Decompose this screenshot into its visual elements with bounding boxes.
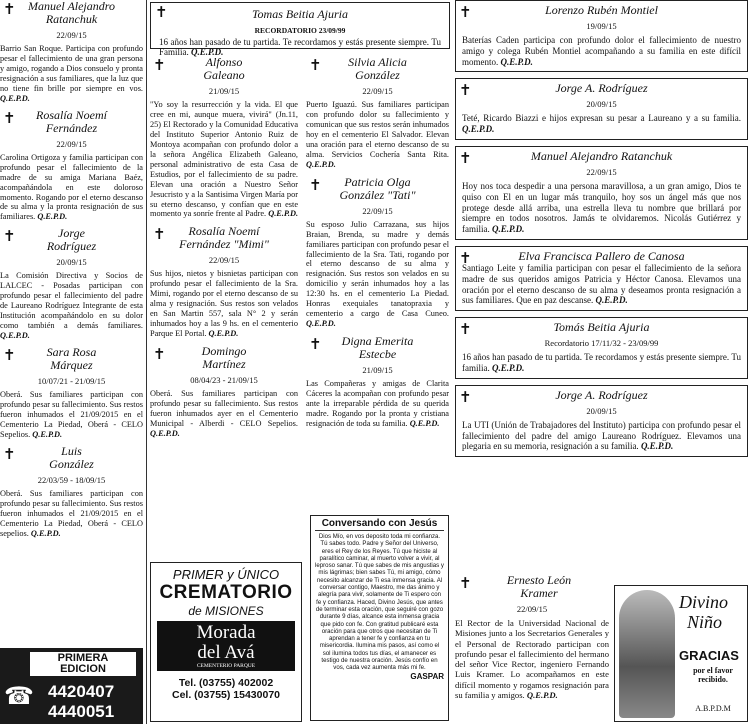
phone-icon: ☎ xyxy=(4,682,34,710)
notice-text: Baterías Caden participa con profundo dolor el fallecimiento de nuestro amigo y colega Rubén Montiel acompañando a su familia en este difícil momento. Q.E.P.D. xyxy=(462,35,741,67)
notice xyxy=(0,227,143,341)
cross-icon: ✝ xyxy=(3,227,16,246)
notice-text: Oberá. Sus familiares participan con profundo pesar su fallecimiento. Sus restos fueron inhumados el 21/09/2015 en el Cementerio La Piedad, Oberá - CELO sepelios. Q.E.P.D. xyxy=(0,488,143,538)
nino-gracias: GRACIAS xyxy=(679,648,739,663)
cross-icon: ✝ xyxy=(3,444,16,463)
cross-icon: ✝ xyxy=(309,175,322,194)
notice-date: 22/09/15 xyxy=(586,166,617,177)
notice-date: 22/09/15 xyxy=(362,205,393,216)
cross-icon: ✝ xyxy=(459,387,472,406)
cross-icon: ✝ xyxy=(3,346,16,365)
recordatorio-subtitle: RECORDATORIO 23/09/99 xyxy=(254,26,346,35)
notice xyxy=(0,109,143,223)
crematorio-ad xyxy=(150,562,302,722)
primera-edicion-ad xyxy=(0,648,143,724)
notice-name: Digna Emerita Estecbe xyxy=(341,334,414,362)
nino-initials: A.B.P.D.M xyxy=(695,704,731,713)
notice-text: Sus hijos, nietos y bisnietas participan con profundo pesar el fallecimiento de la Sra. Mimi, rogando por el eterno descanso de su alma y resignación. Sus restos son velados en San Martin 557, sala N° 2 y serán inhumados hoy a las 9 hs. en el cementerio Parque El Portal. Q.E.P.D. xyxy=(150,269,298,339)
notice-text: Oberá. Sus familiares participan con profundo pesar su fallecimiento. Sus restos fueron inhumados el 21/09/2015 en el Cementerio La Piedad, Oberá - CELO Sepelios. Q.E.P.D. xyxy=(0,390,143,439)
notice-text: Puerto Iguazú. Sus familiares participan con profundo dolor su fallecimiento y comunican que sus restos serán inhumados hoy en el cementerio El Salvador. Elevan una oración para el eterno descanso de su alma. Servicios Cochería Santa Rita. Q.E.P.D. xyxy=(306,100,449,169)
recordatorio-text: 16 años han pasado de tu partida. Te recordamos y estás presente siempre. Tu Familia. Q.E.P.D. xyxy=(159,37,441,58)
prayer-box xyxy=(310,515,449,721)
notice-date: Recordatorio 17/11/32 - 23/09/99 xyxy=(544,338,659,349)
primera-logo xyxy=(30,652,136,676)
notice-text: Oberá. Sus familiares participan con profundo pesar su fallecimiento. Sus restos fueron inhumados ayer en el Cementerio Municipal - Alberdi - CELO Sepelios. Q.E.P.D. xyxy=(150,389,298,438)
notice-text: "Yo soy la resurrección y la vida. El que cree en mi, aunque muera, vivirá" (Jn.11, 25) El Rectorado y la Comunidad Educativa del Instituto Superior Antonio Ruiz de Montoya acompañan con profundo dolor a la señora Angélica Elizabeth Galeano, personal administrativo de esta Casa de Estudios, por el fallecimiento de su padre. Elevan una oración a Nuestro Señor Jesucristo y a la Santisima Virgen María por su eterno descanso, y confían que en este momento ya sonríe frente al Padre. Q.E.P.D. xyxy=(150,100,299,219)
cross-icon: ✝ xyxy=(459,81,472,100)
column-4 xyxy=(455,0,748,463)
nino-sub: por el favor recibido. xyxy=(693,666,733,684)
notice-text: Hoy nos toca despedir a una persona maravillosa, a un gran amigo, Dios te quiso con El en un lugar más tranquilo, hoy sos un ángel más que nos protege desde allá arriba, una estrella lleva tu nombre que brillará por siempre en todos nosotros. Jamás te olvidaremos. Nicolás Gutiérrez y familia. Q.E.P.D. xyxy=(462,180,741,235)
primera-tel-2: 4440051 xyxy=(48,702,115,721)
notice-date: 19/09/15 xyxy=(586,21,617,31)
prayer-signature: GASPAR xyxy=(410,671,444,681)
prayer-text: Dios Mío, en vos deposito toda mi confianza. Tú sabes todo. Padre y Señor del Universo, eres el Rey de los Reyes. Tú que hiciste al paralítico caminar, al muerto volver a vivir, al leproso sanar. Tú que sabes de mis angustias y mis lágrimas; bien sabes Tú, mi amigo, cómo necesito alcanzar de Ti esa inmensa gracia. Al conversar contigo, Maestro, me das ánimo y alegría para vivir, solamente de Ti espero con fe y confianza. Haced, Divino Jesús, que antes de terminar esta oración, que seguiré con gozo durante 9 días, alcance esta inmensa gracia que pido con fe. Con gratitud publicaré esta oración para que otros que necesitan de Ti aprendan a tener fe y confianza en tu misericordia. Ilumina mis pasos, así como el sol ilumina todos tus días, el amanecer es testigo de nuestra oración. Jesús confío en vos, cada vez aumenta más mi fe. xyxy=(315,533,444,672)
notice-date: 22/03/59 - 18/09/15 xyxy=(37,474,106,485)
morada-brand-1: Morada xyxy=(196,622,256,643)
notice-name: Sara Rosa Márquez xyxy=(46,345,97,373)
notice-name: Alfonso Galeano xyxy=(203,55,245,82)
cross-icon: ✝ xyxy=(309,56,322,74)
notice xyxy=(455,317,748,379)
notice-name: Jorge A. Rodríguez xyxy=(555,81,648,96)
notice xyxy=(0,346,143,440)
recordatorio-name: Tomas Beitia Ajuria xyxy=(251,7,349,21)
notice-text: Su esposo Julio Carrazana, sus hijos Braian, Brenda, su madre y demás familiares participan con profundo pesar el fallecimiento de la Sra. Tati, rogando por el eterno descanso de su alma y resignación. Sus restos son velados en su domicilio y serán inhumados hoy a las 12:30 hs. en el cementerio La Piedad. Honras exequiales tanatopraxia y cementerio a cargo de Casa Cuneo. Q.E.P.D. xyxy=(306,219,449,329)
cross-icon: ✝ xyxy=(3,0,16,18)
morada-brand-2: del Avá xyxy=(197,642,255,663)
prayer-title: Conversando con Jesús xyxy=(315,518,444,531)
notice-text: Carolina Ortigoza y familia participan con profundo pesar el fallecimiento de la madre de su amiga Mariana Baéz, acompañándola en este doloroso momento. Rogando por el eterno descanso de su alma y la pronta resignación de sus familiares. Q.E.P.D. xyxy=(0,152,143,222)
notice xyxy=(455,78,748,140)
divino-nino-ad xyxy=(614,585,748,722)
notice-name: Manuel Alejandro Ratanchuk xyxy=(530,148,673,163)
primera-logo-2: EDICION xyxy=(60,663,106,675)
cross-icon: ✝ xyxy=(309,335,322,354)
notice-text: Las Compañeras y amigas de Clarita Cáceres la acompañan con profundo pesar ante la irreparable pérdida de su querida madre. Rogando por la pronta y cristiana resignación de toda su familia. Q.E.P.D. xyxy=(306,379,449,428)
cross-icon: ✝ xyxy=(459,148,472,167)
cross-icon: ✝ xyxy=(459,248,472,267)
notice-date: 10/07/21 - 21/09/15 xyxy=(37,376,106,387)
notice xyxy=(150,225,298,339)
primera-logo-1: PRIMERA xyxy=(57,652,109,664)
notice-text: La Comisión Directiva y Socios de LALCEC - Posadas participan con profundo pesar el fallecimiento del padre de Laureano Rodríguez Integrante de esta Institución acompañándolo en su dolor como también a demás familiares. Q.E.P.D. xyxy=(0,271,143,341)
notice-date: 22/09/15 xyxy=(516,604,548,614)
notice-name: Jorge A. Rodríguez xyxy=(555,387,648,402)
nino-title-2: Niño xyxy=(687,612,723,632)
notice xyxy=(455,385,748,457)
notice xyxy=(306,56,449,170)
notice xyxy=(0,445,143,539)
notice xyxy=(455,246,748,311)
notice-date: 21/09/15 xyxy=(362,365,393,376)
notice-text: Teté, Ricardo Biazzi e hijos expresan su pesar a Laureano y a su familia. Q.E.P.D. xyxy=(462,113,741,135)
notice xyxy=(306,176,449,329)
recordatorio-box xyxy=(150,2,450,58)
cross-icon: ✝ xyxy=(153,345,166,364)
crematorio-tel: Tel. (03755) 402002 xyxy=(178,677,274,689)
column-3-notices xyxy=(306,56,449,429)
cross-icon: ✝ xyxy=(459,574,472,592)
notice-date: 20/09/15 xyxy=(586,99,617,110)
notice-date: 22/09/15 xyxy=(56,30,87,40)
notice-name: Rosalía Noemí Fernández xyxy=(36,107,107,135)
notice-date: 20/09/15 xyxy=(56,257,87,268)
notice-name: Elva Francisca Pallero de Canosa xyxy=(518,248,685,263)
cross-icon: ✝ xyxy=(153,225,166,244)
crematorio-line1: PRIMER y ÚNICO xyxy=(172,567,280,582)
notice xyxy=(455,146,748,240)
notice-name: Patricia Olga González "Tati" xyxy=(339,174,416,202)
notice-name: Lorenzo Rubén Montiel xyxy=(545,3,658,17)
column-4-notices xyxy=(455,0,748,457)
cross-icon: ✝ xyxy=(459,3,472,21)
cross-icon: ✝ xyxy=(3,108,16,127)
notice-name: Rosalía Noemí Fernández "Mimi" xyxy=(179,224,269,252)
notice-date: 22/09/15 xyxy=(56,138,87,149)
notice-date: 22/09/15 xyxy=(362,86,393,96)
notice-name: Jorge Rodríguez xyxy=(46,226,97,254)
cross-icon: ✝ xyxy=(459,320,472,339)
column-1 xyxy=(0,0,143,544)
notice-name: Ernesto León Kramer xyxy=(506,573,572,600)
column-2 xyxy=(150,56,298,445)
morada-logo xyxy=(157,621,295,671)
notice xyxy=(306,335,449,429)
notice-name: Manuel Alejandro Ratanchuk xyxy=(28,0,115,26)
column-divider xyxy=(146,0,147,724)
cross-icon: ✝ xyxy=(153,56,166,74)
notice-name: Domingo Martínez xyxy=(201,344,247,372)
column-2-notices xyxy=(150,56,298,439)
nino-image xyxy=(619,590,675,718)
column-1-notices xyxy=(0,0,143,539)
notice-text: El Rector de la Universidad Nacional de Misiones junto a los Secretarios Generales y el Personal de Rectorado participan con profundo pesar el fallecimiento del hermano del señor Vice Rector, ingeniero Fernando Luis Kramer. Lo acompañamos en este difícil momento y rogamos resignación para su familia y amigos. Q.E.P.D. xyxy=(455,618,609,701)
notice-text: La UTI (Unión de Trabajadores del Instituto) participa con profundo pesar el fallecimiento del padre del amigo Laureano Rodríguez. Elevamos una plegaria en su memoria, resignación a su familia. Q.E.P.D. xyxy=(462,419,741,452)
ernesto-notice xyxy=(455,574,609,700)
notice-date: 22/09/15 xyxy=(208,255,240,266)
notice xyxy=(455,0,748,72)
primera-tel-1: 4420407 xyxy=(48,682,115,701)
notice-name: Luis González xyxy=(49,443,94,471)
notice xyxy=(150,345,298,439)
notice xyxy=(0,0,143,104)
notice-name: Tomás Beitia Ajuria xyxy=(553,320,650,335)
nino-title-1: Divino xyxy=(679,592,728,612)
crematorio-line2: CREMATORIO xyxy=(159,582,293,603)
column-3 xyxy=(306,56,449,435)
notice-date: 08/04/23 - 21/09/15 xyxy=(190,375,258,386)
notice-date: 20/09/15 xyxy=(586,405,617,416)
notice-date: 21/09/15 xyxy=(208,86,240,96)
crematorio-line3: de MISIONES xyxy=(188,604,264,618)
notice-text: Santiago Leite y familia participan con pesar el fallecimiento de la señora madre de sus queridos amigos Patricia y Héctor Canosa. Elevamos una oración por el eterno descanso de su alma y deseamos pronta resignación a sus familiares. Que en paz descanse. Q.E.P.D. xyxy=(462,262,741,306)
cross-icon: ✝ xyxy=(155,3,168,21)
morada-brand-3: CEMENTERIO PARQUE xyxy=(196,663,256,669)
crematorio-cel: Cel. (03755) 15430070 xyxy=(172,689,280,701)
notice-text: 16 años han pasado de tu partida. Te recordamos y estás presente siempre. Tu familia. Q.E.P.D. xyxy=(462,352,741,373)
notice xyxy=(150,56,298,219)
notice-text: Barrio San Roque. Participa con profundo pesar el fallecimiento de una gran persona y amigo, rogando a Dios consuelo y pronta resignación a sus familiares, que la luz que no tiene fin brille por siempre en vos. Q.E.P.D. xyxy=(0,44,143,103)
notice-name: Silvia Alicia González xyxy=(348,55,407,82)
